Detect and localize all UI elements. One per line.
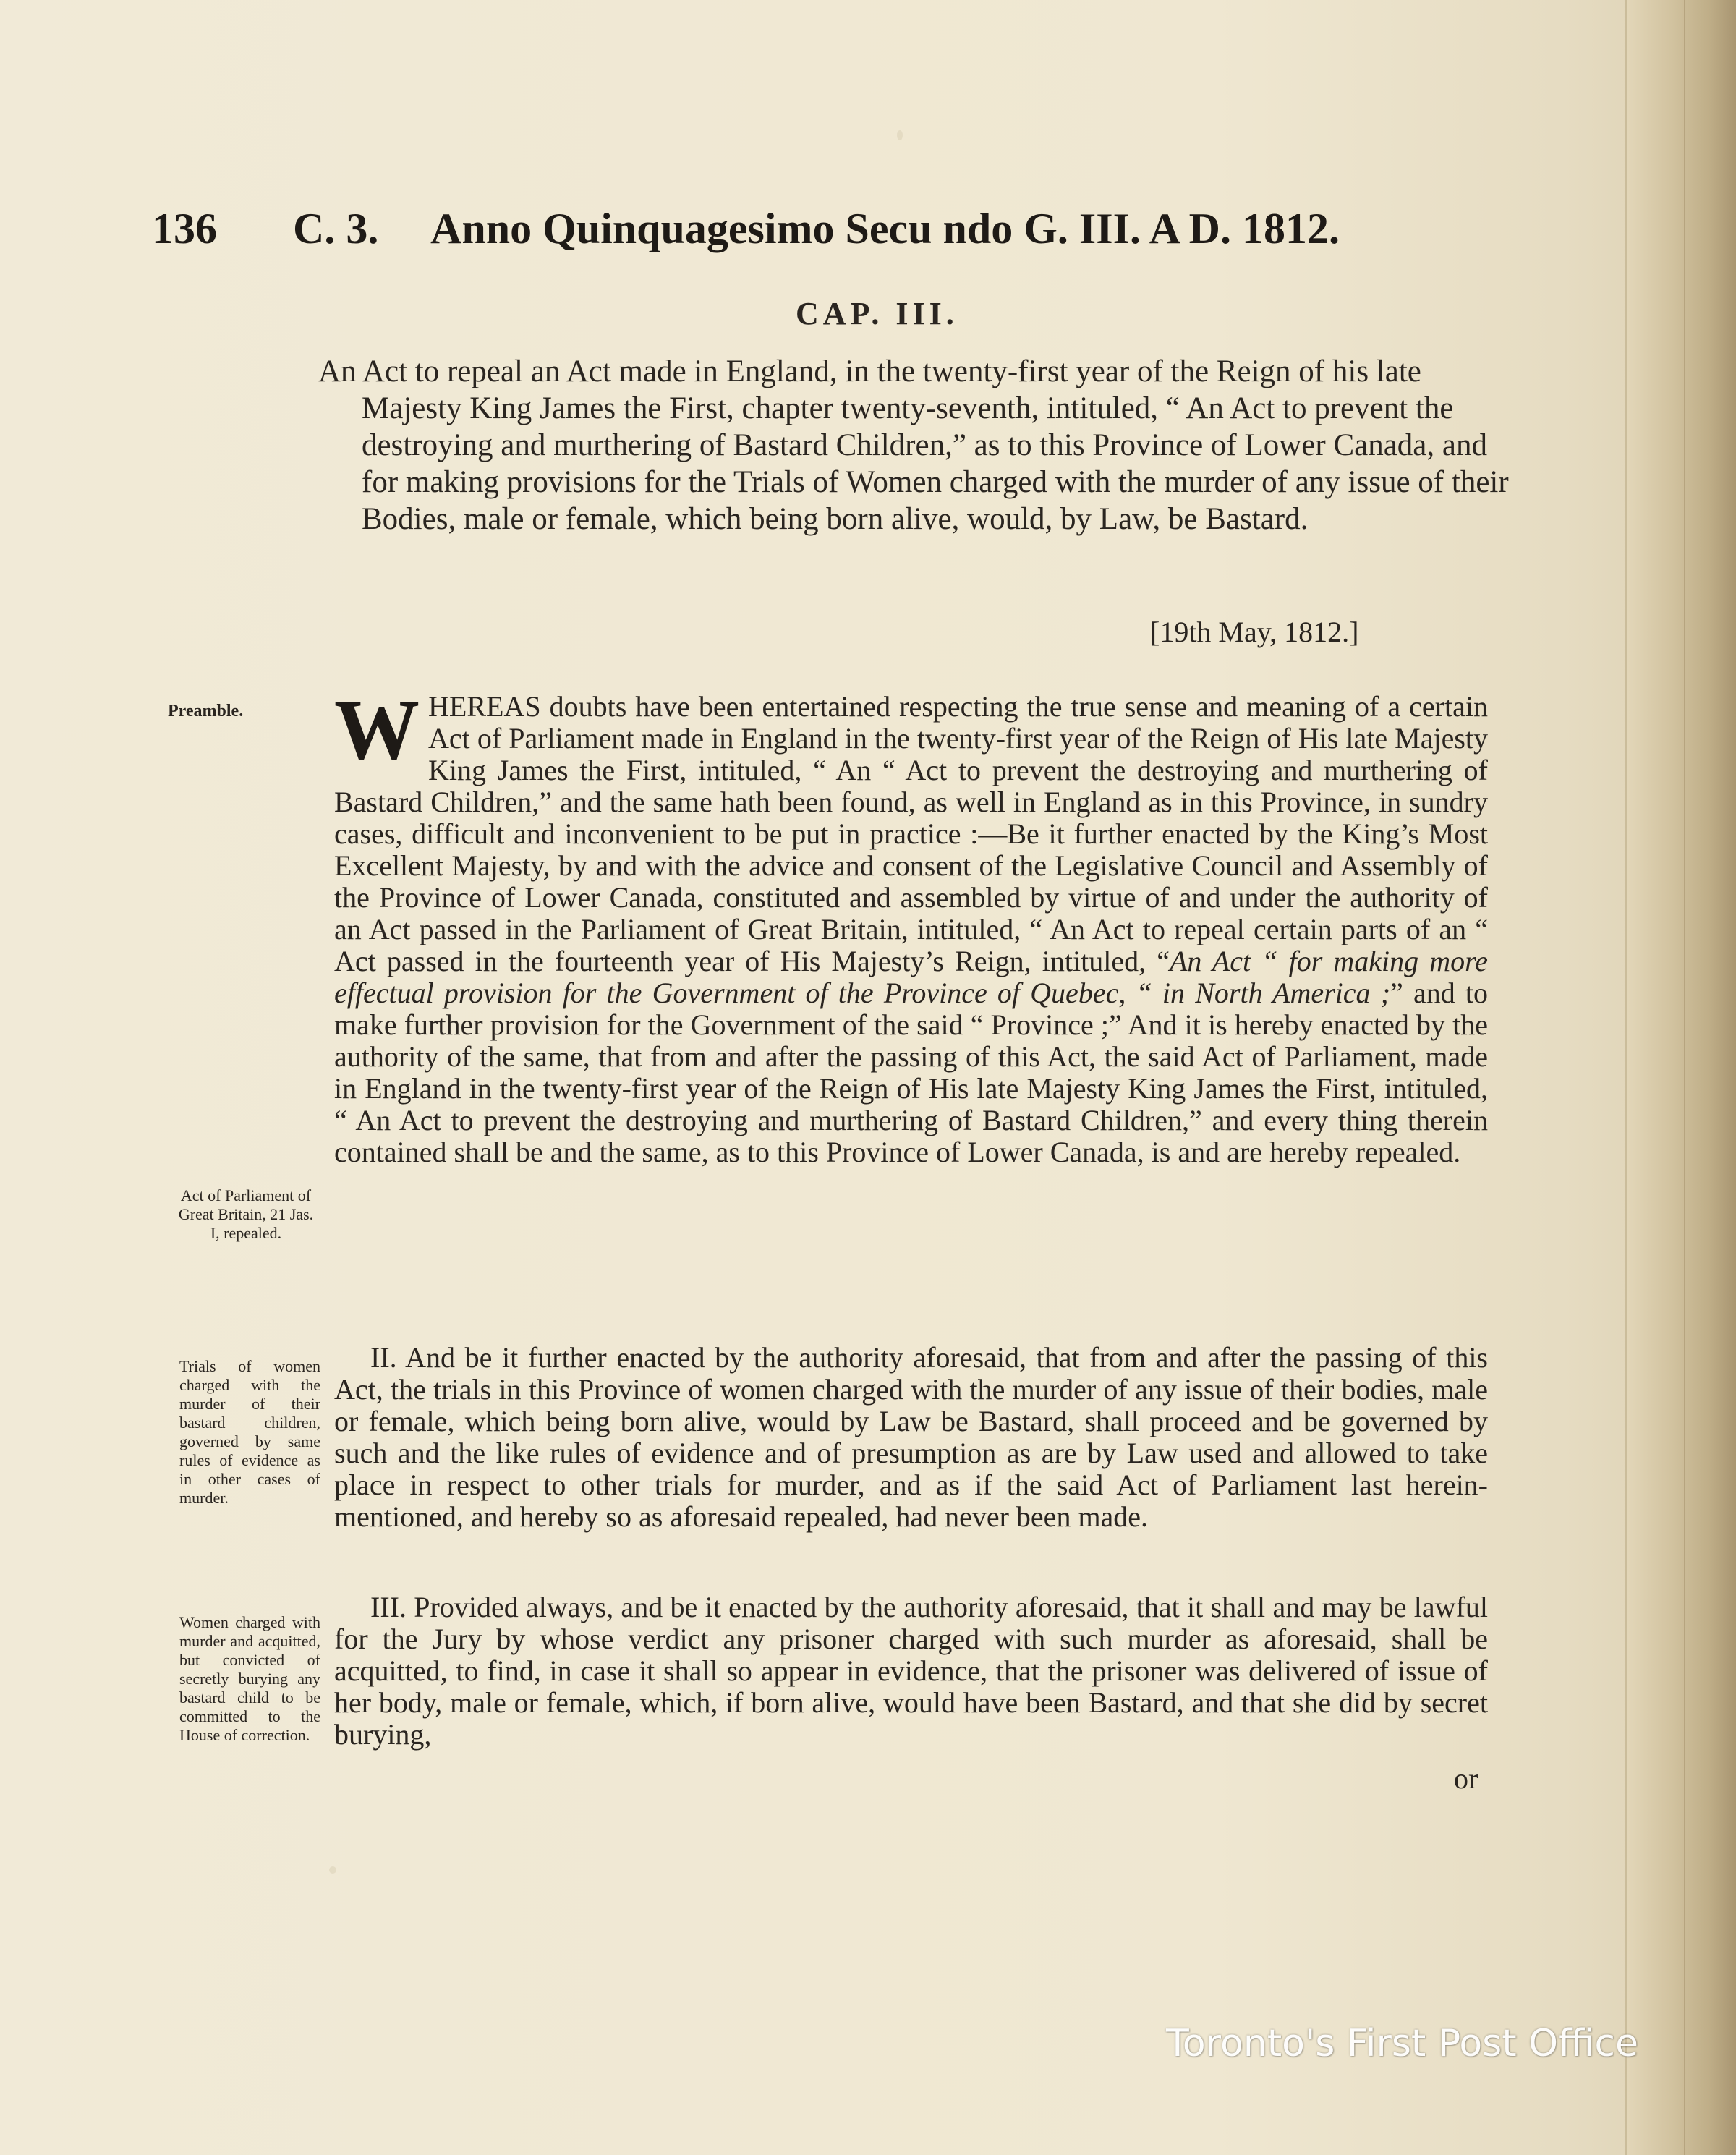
paper-speck bbox=[897, 130, 903, 140]
book-page-edge bbox=[1625, 0, 1736, 2155]
section-2-text: II. And be it further enacted by the authority aforesaid, that from and after the passing of this Act, the trials in this Province of women charged with the murder of any issue of their bodies, male or female, which being born alive, would by Law be Bastard, shall proceed and be governed by such and the like rules of evidence and of presumption as are by Law used and allowed to take place in respect to other trials for murder, and as if the said Act of Parliament last herein-mentioned, and hereby so as aforesaid repealed, had never been made. bbox=[334, 1341, 1488, 1533]
act-title-first-line: An Act to repeal an Act made in England, in the twenty-first year of the bbox=[318, 354, 1209, 388]
preamble-text-part2: ” and to make further provision for the Government of the said “ Province ;” And it is hereby enacted by the authority of the same, that from and after the passing of this Act, the said Act of Parliament, made in England in the twenty-first year of the Reign of His late Majesty King James the First, intituled, “ An Act to prevent the destroying and murthering of Bastard Children,” and every thing therein contained shall be and the same, as to this Province of Lower Canada, is and are hereby repealed. bbox=[334, 977, 1489, 1168]
section-3-paragraph bbox=[334, 1591, 1488, 1751]
margin-note-trials: Trials of women charged with the murder of their bastard children, governed by same rules of evidence as in other cases of murder. bbox=[179, 1357, 320, 1507]
watermark-text: Toronto's First Post Office bbox=[1166, 2022, 1638, 2065]
section-2-paragraph bbox=[334, 1342, 1488, 1533]
act-title-rest: Reign of his late Majesty King James the First, chapter twenty-seventh, intituled, “ An Act to prevent the destroying and murthering of Bastard Children,” as to this Province of Lower Canada, and for making provisions for the Trials of Women charged with the murder of any issue of their Bodies, male or female, which being born alive, would, by Law, be Bastard. bbox=[362, 354, 1509, 536]
margin-note-preamble: Preamble. bbox=[168, 702, 244, 721]
chapter-label: C. 3. bbox=[293, 205, 379, 252]
margin-note-women: Women charged with murder and acquitted, but convicted of secretly burying any bastard child to be committed to the House of correction. bbox=[179, 1613, 320, 1744]
catchword: or bbox=[1454, 1762, 1478, 1795]
section-3-text: III. Provided always, and be it enacted by the authority aforesaid, that it shall and may be lawful for the Jury by whose verdict any prisoner charged with such murder as aforesaid, shall be acquitted, to find, in case it shall so appear in evidence, that the prisoner was delivered of issue of her body, male or female, which, if born alive, would have been Bastard, and that she did by secret burying, bbox=[334, 1591, 1488, 1751]
drop-cap: W bbox=[334, 682, 420, 777]
paper-speck bbox=[329, 1866, 336, 1874]
act-date: [19th May, 1812.] bbox=[1150, 616, 1359, 648]
preamble-italic-title: An Act “ for making more effectual provision for the Government of the Province of Quebec, “ in North America ; bbox=[334, 945, 1488, 1009]
cap-heading: CAP. III. bbox=[796, 296, 958, 331]
page-edge-line bbox=[1684, 0, 1685, 2155]
preamble-text-part1: HEREAS doubts have been entertained respecting the true sense and meaning of a certain Act of Parliament made in England in the twenty-first year of the Reign of His late Majesty King James the First, intituled, “ An “ Act to prevent the destroying and murthering of Bastard Children,” and the same hath been found, as well in England as in this Province, in sundry cases, difficult and inconvenient to be put in practice :—Be it further enacted by the King’s Most Excellent Majesty, by and with the advice and consent of the Legislative Council and Assembly of the Province of Lower Canada, constituted and assembled by virtue of and under the authority of an Act passed in the Parliament of Great Britain, intituled, “ An Act to repeal certain parts of an “ Act passed in the fourteenth year of His Majesty’s Reign, intituled, “ bbox=[334, 690, 1488, 977]
page-number: 136 bbox=[152, 205, 217, 252]
preamble-paragraph bbox=[334, 682, 1489, 1168]
header-title: Anno Quinquagesimo Secu ndo G. III. A D. 1812. bbox=[430, 205, 1340, 252]
margin-note-repeal: Act of Parliament of Great Britain, 21 Jas. I, repealed. bbox=[178, 1186, 314, 1242]
act-title bbox=[318, 353, 1526, 537]
